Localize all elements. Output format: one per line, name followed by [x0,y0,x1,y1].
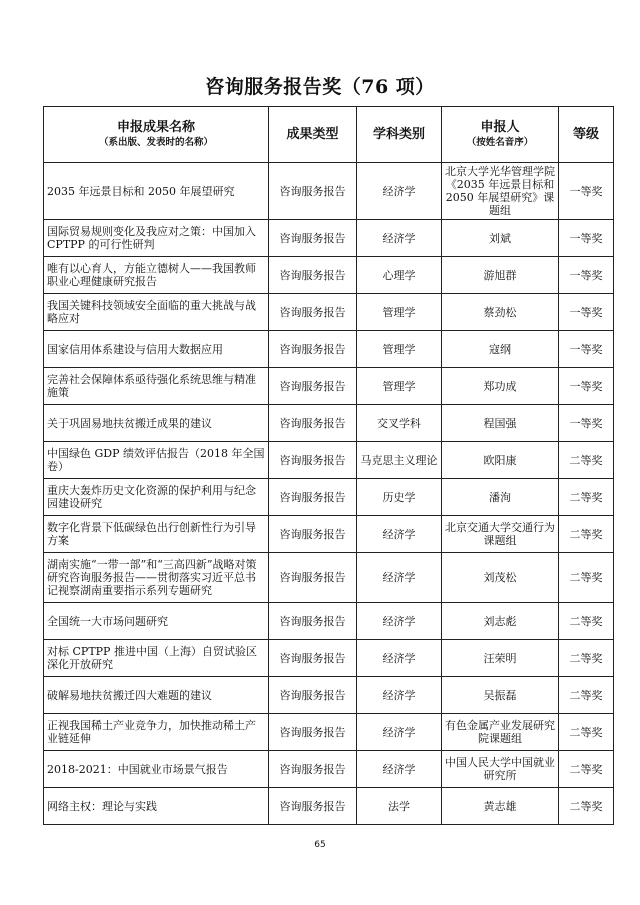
table-row [44,603,614,640]
cell-type: 咨询服务报告 [269,640,357,677]
cell-discipline: 马克思主义理论 [357,442,442,479]
table-row [44,163,614,220]
cell-name: 2035 年远景目标和 2050 年展望研究 [44,163,269,220]
cell-applicant: 寇纲 [442,331,559,368]
cell-name: 完善社会保障体系亟待强化系统思维与精准施策 [44,368,269,405]
cell-name: 我国关键科技领域安全面临的重大挑战与战略应对 [44,294,269,331]
cell-grade: 二等奖 [559,479,614,516]
cell-applicant: 蔡劲松 [442,294,559,331]
table-row [44,405,614,442]
cell-grade: 二等奖 [559,553,614,603]
cell-grade: 二等奖 [559,442,614,479]
cell-discipline: 经济学 [357,553,442,603]
cell-name: 国际贸易规则变化及我应对之策：中国加入 CPTPP 的可行性研判 [44,220,269,257]
table-row [44,442,614,479]
cell-discipline: 经济学 [357,714,442,751]
cell-type: 咨询服务报告 [269,331,357,368]
cell-grade: 二等奖 [559,516,614,553]
table-row [44,257,614,294]
cell-grade: 二等奖 [559,640,614,677]
cell-applicant: 有色金属产业发展研究院课题组 [442,714,559,751]
cell-applicant: 潘洵 [442,479,559,516]
cell-discipline: 法学 [357,788,442,825]
cell-name: 国家信用体系建设与信用大数据应用 [44,331,269,368]
header-row [44,107,614,163]
cell-grade: 二等奖 [559,603,614,640]
cell-name: 中国绿色 GDP 绩效评估报告（2018 年全国卷） [44,442,269,479]
table-title: 咨询服务报告奖（76 项） [205,76,435,98]
cell-grade: 二等奖 [559,751,614,788]
header-discipline: 学科类别 [357,107,442,163]
cell-type: 咨询服务报告 [269,603,357,640]
cell-applicant: 程国强 [442,405,559,442]
table-row [44,640,614,677]
cell-type: 咨询服务报告 [269,442,357,479]
cell-applicant: 刘志彪 [442,603,559,640]
table-row [44,714,614,751]
cell-grade: 一等奖 [559,294,614,331]
cell-type: 咨询服务报告 [269,479,357,516]
cell-grade: 一等奖 [559,331,614,368]
cell-name: 全国统一大市场问题研究 [44,603,269,640]
cell-type: 咨询服务报告 [269,714,357,751]
cell-discipline: 管理学 [357,368,442,405]
table-row [44,368,614,405]
cell-applicant: 刘茂松 [442,553,559,603]
cell-name: 2018-2021：中国就业市场景气报告 [44,751,269,788]
cell-grade: 二等奖 [559,788,614,825]
awards-table [43,106,614,825]
header-type: 成果类型 [269,107,357,163]
cell-name: 湖南实施“一带一部”和“三高四新”战略对策研究咨询服务报告——贯彻落实习近平总书记视察湖南重要指示系列专题研究 [44,553,269,603]
cell-discipline: 经济学 [357,220,442,257]
cell-name: 重庆大轰炸历史文化资源的保护利用与纪念园建设研究 [44,479,269,516]
page-number: 65 [314,840,326,850]
cell-type: 咨询服务报告 [269,788,357,825]
header-name [44,107,269,163]
cell-applicant: 黄志雄 [442,788,559,825]
table-row [44,294,614,331]
cell-discipline: 经济学 [357,163,442,220]
header-applicant [442,107,559,163]
cell-grade: 二等奖 [559,714,614,751]
cell-applicant: 中国人民大学中国就业研究所 [442,751,559,788]
cell-type: 咨询服务报告 [269,163,357,220]
cell-applicant: 北京大学光华管理学院《2035 年远景目标和 2050 年展望研究》课题组 [442,163,559,220]
cell-grade: 一等奖 [559,405,614,442]
cell-name: 网络主权：理论与实践 [44,788,269,825]
table-row [44,220,614,257]
cell-applicant: 吴振磊 [442,677,559,714]
cell-type: 咨询服务报告 [269,751,357,788]
cell-name: 正视我国稀土产业竞争力，加快推动稀土产业链延伸 [44,714,269,751]
table-row [44,677,614,714]
cell-type: 咨询服务报告 [269,294,357,331]
table-row [44,516,614,553]
table-row [44,751,614,788]
cell-type: 咨询服务报告 [269,405,357,442]
cell-type: 咨询服务报告 [269,553,357,603]
cell-discipline: 交叉学科 [357,405,442,442]
cell-discipline: 经济学 [357,751,442,788]
cell-name: 破解易地扶贫搬迁四大难题的建议 [44,677,269,714]
cell-applicant: 欧阳康 [442,442,559,479]
cell-name: 对标 CPTPP 推进中国（上海）自贸试验区深化开放研究 [44,640,269,677]
cell-discipline: 历史学 [357,479,442,516]
cell-applicant: 刘斌 [442,220,559,257]
header-name-label: 申报成果名称 [116,120,195,135]
cell-type: 咨询服务报告 [269,220,357,257]
header-name-sub: （系出版、发表时的名称） [98,137,213,148]
cell-applicant: 北京交通大学交通行为课题组 [442,516,559,553]
cell-type: 咨询服务报告 [269,257,357,294]
cell-discipline: 经济学 [357,640,442,677]
table-row [44,553,614,603]
cell-name: 数字化背景下低碳绿色出行创新性行为引导方案 [44,516,269,553]
cell-name: 唯有以心育人，方能立德树人——我国教师职业心理健康研究报告 [44,257,269,294]
cell-applicant: 游旭群 [442,257,559,294]
cell-discipline: 经济学 [357,516,442,553]
header-grade: 等级 [559,107,614,163]
cell-discipline: 管理学 [357,331,442,368]
cell-discipline: 经济学 [357,677,442,714]
header-applicant-sub: （按姓名音序） [466,137,534,148]
cell-grade: 一等奖 [559,163,614,220]
cell-name: 关于巩固易地扶贫搬迁成果的建议 [44,405,269,442]
cell-grade: 一等奖 [559,220,614,257]
table-row [44,788,614,825]
cell-grade: 一等奖 [559,368,614,405]
cell-type: 咨询服务报告 [269,516,357,553]
cell-applicant: 郑功成 [442,368,559,405]
table-row [44,331,614,368]
cell-applicant: 汪荣明 [442,640,559,677]
cell-discipline: 经济学 [357,603,442,640]
cell-grade: 一等奖 [559,257,614,294]
cell-type: 咨询服务报告 [269,368,357,405]
cell-grade: 二等奖 [559,677,614,714]
cell-discipline: 管理学 [357,294,442,331]
header-applicant-label: 申报人 [480,120,520,135]
table-row [44,479,614,516]
cell-discipline: 心理学 [357,257,442,294]
cell-type: 咨询服务报告 [269,677,357,714]
